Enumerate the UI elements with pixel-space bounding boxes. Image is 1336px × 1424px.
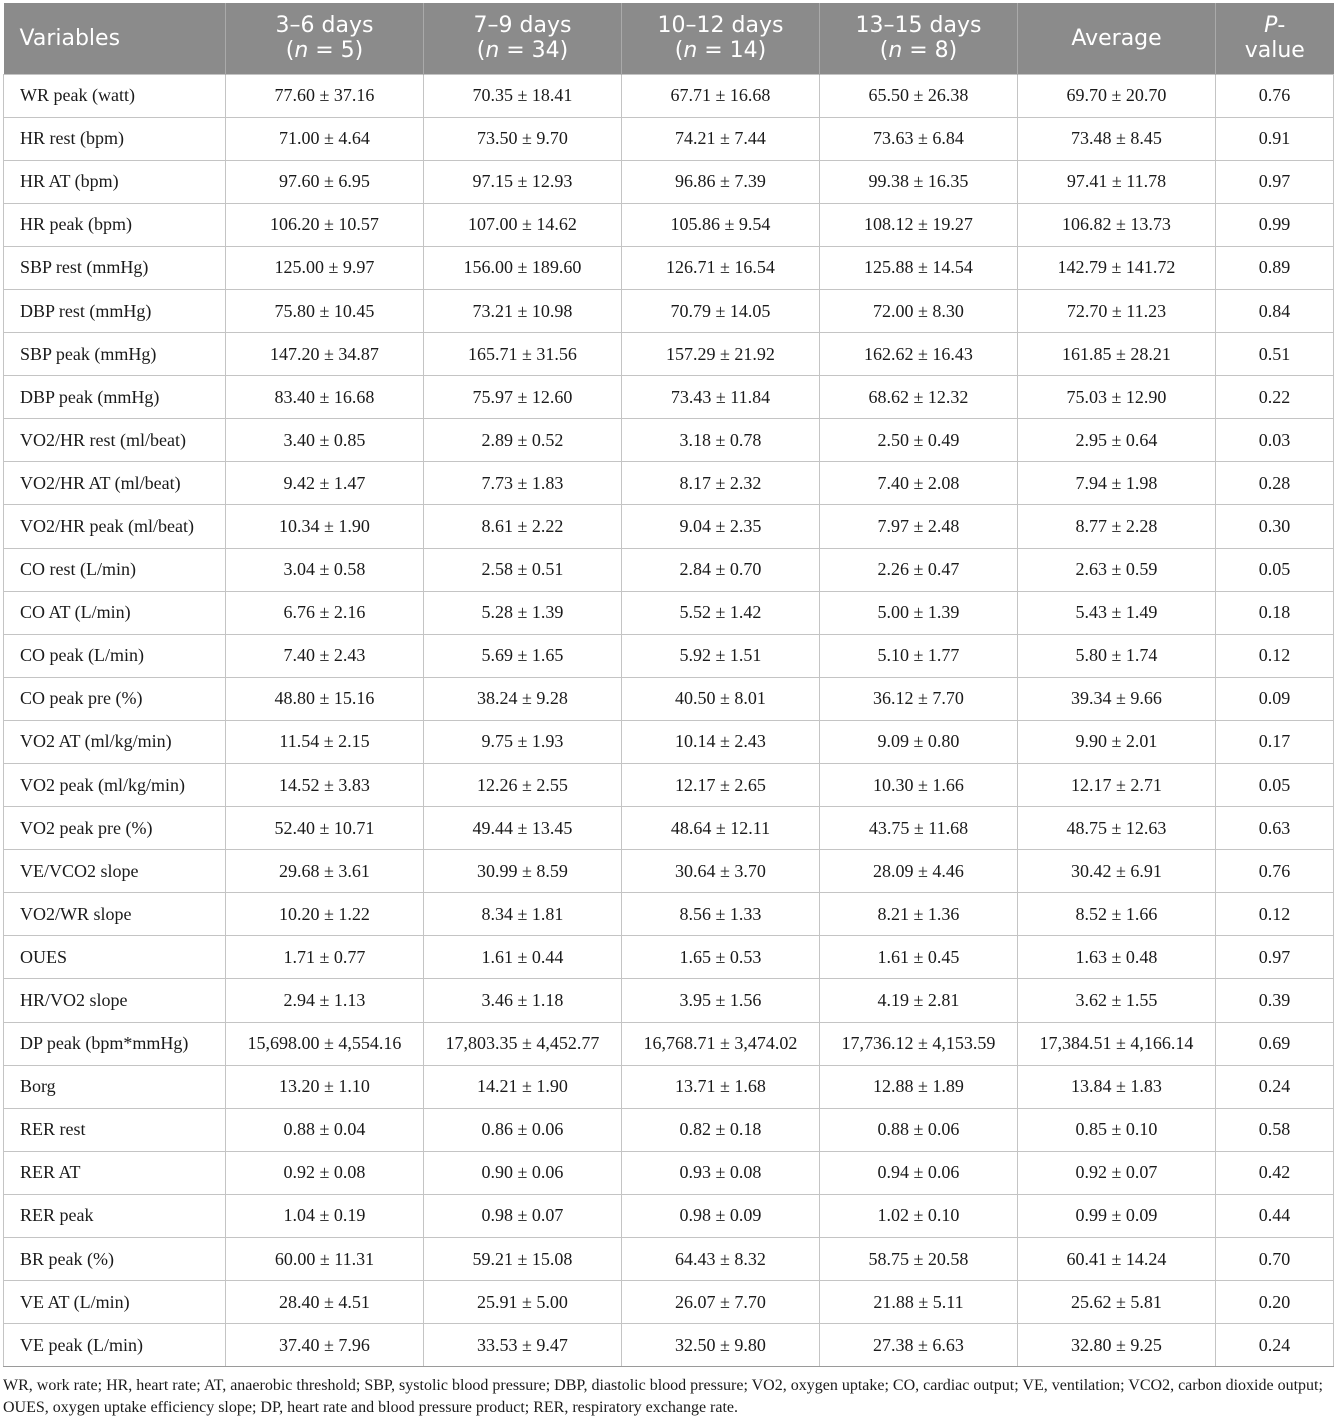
table-row bbox=[4, 333, 1334, 376]
value-cell: 52.40 ± 10.71 bbox=[226, 807, 424, 850]
value-cell: 5.92 ± 1.51 bbox=[622, 634, 820, 677]
value-cell: 27.38 ± 6.63 bbox=[820, 1324, 1018, 1367]
value-cell: 10.14 ± 2.43 bbox=[622, 720, 820, 763]
value-cell: 30.42 ± 6.91 bbox=[1018, 850, 1216, 893]
column-header-label: 3–6 days bbox=[275, 13, 374, 39]
value-cell: 69.70 ± 20.70 bbox=[1018, 74, 1216, 117]
value-cell: 25.62 ± 5.81 bbox=[1018, 1281, 1216, 1324]
table-row bbox=[4, 634, 1334, 677]
table-row bbox=[4, 203, 1334, 246]
value-cell: 75.97 ± 12.60 bbox=[424, 376, 622, 419]
value-cell: 73.43 ± 11.84 bbox=[622, 376, 820, 419]
value-cell: 96.86 ± 7.39 bbox=[622, 160, 820, 203]
table-row bbox=[4, 1151, 1334, 1194]
value-cell: 157.29 ± 21.92 bbox=[622, 333, 820, 376]
value-cell: 1.61 ± 0.44 bbox=[424, 936, 622, 979]
value-cell: 59.21 ± 15.08 bbox=[424, 1238, 622, 1281]
p-value-cell: 0.22 bbox=[1216, 376, 1334, 419]
column-header bbox=[226, 3, 424, 74]
p-value-cell: 0.20 bbox=[1216, 1281, 1334, 1324]
p-value-cell: 0.17 bbox=[1216, 720, 1334, 763]
value-cell: 99.38 ± 16.35 bbox=[820, 160, 1018, 203]
p-value-cell: 0.09 bbox=[1216, 677, 1334, 720]
variable-name-cell: HR AT (bpm) bbox=[4, 160, 226, 203]
p-value-cell: 0.18 bbox=[1216, 591, 1334, 634]
value-cell: 5.80 ± 1.74 bbox=[1018, 634, 1216, 677]
value-cell: 1.65 ± 0.53 bbox=[622, 936, 820, 979]
value-cell: 5.28 ± 1.39 bbox=[424, 591, 622, 634]
value-cell: 16,768.71 ± 3,474.02 bbox=[622, 1022, 820, 1065]
value-cell: 7.94 ± 1.98 bbox=[1018, 462, 1216, 505]
table-footnote: WR, work rate; HR, heart rate; AT, anaerobic threshold; SBP, systolic blood pressure; DBP, diastolic blood pressure; VO2, oxygen uptake; CO, cardiac output; VE, ventilation; VCO2, carbon dioxide output; OUES, oxygen uptake efficiency slope; DP, heart rate and blood pressure product; RER, respiratory exchange rate. bbox=[3, 1377, 1323, 1416]
table-row bbox=[4, 893, 1334, 936]
value-cell: 48.75 ± 12.63 bbox=[1018, 807, 1216, 850]
value-cell: 48.64 ± 12.11 bbox=[622, 807, 820, 850]
value-cell: 36.12 ± 7.70 bbox=[820, 677, 1018, 720]
p-value-cell: 0.58 bbox=[1216, 1108, 1334, 1151]
value-cell: 1.02 ± 0.10 bbox=[820, 1194, 1018, 1237]
value-cell: 10.34 ± 1.90 bbox=[226, 505, 424, 548]
table-row bbox=[4, 505, 1334, 548]
value-cell: 5.00 ± 1.39 bbox=[820, 591, 1018, 634]
variable-name-cell: RER AT bbox=[4, 1151, 226, 1194]
p-value-cell: 0.51 bbox=[1216, 333, 1334, 376]
value-cell: 11.54 ± 2.15 bbox=[226, 720, 424, 763]
value-cell: 0.88 ± 0.04 bbox=[226, 1108, 424, 1151]
table-row bbox=[4, 1065, 1334, 1108]
value-cell: 26.07 ± 7.70 bbox=[622, 1281, 820, 1324]
table-row bbox=[4, 246, 1334, 289]
variable-name-cell: CO peak pre (%) bbox=[4, 677, 226, 720]
p-value-cell: 0.39 bbox=[1216, 979, 1334, 1022]
table-row bbox=[4, 462, 1334, 505]
value-cell: 142.79 ± 141.72 bbox=[1018, 246, 1216, 289]
p-value-cell: 0.76 bbox=[1216, 850, 1334, 893]
table-row bbox=[4, 419, 1334, 462]
value-cell: 43.75 ± 11.68 bbox=[820, 807, 1018, 850]
value-cell: 0.94 ± 0.06 bbox=[820, 1151, 1018, 1194]
p-value-cell: 0.05 bbox=[1216, 764, 1334, 807]
value-cell: 2.50 ± 0.49 bbox=[820, 419, 1018, 462]
variable-name-cell: Borg bbox=[4, 1065, 226, 1108]
value-cell: 74.21 ± 7.44 bbox=[622, 117, 820, 160]
value-cell: 30.64 ± 3.70 bbox=[622, 850, 820, 893]
value-cell: 125.00 ± 9.97 bbox=[226, 246, 424, 289]
value-cell: 8.77 ± 2.28 bbox=[1018, 505, 1216, 548]
value-cell: 72.70 ± 11.23 bbox=[1018, 289, 1216, 332]
value-cell: 105.86 ± 9.54 bbox=[622, 203, 820, 246]
value-cell: 0.82 ± 0.18 bbox=[622, 1108, 820, 1151]
value-cell: 68.62 ± 12.32 bbox=[820, 376, 1018, 419]
p-value-cell: 0.24 bbox=[1216, 1324, 1334, 1367]
value-cell: 58.75 ± 20.58 bbox=[820, 1238, 1018, 1281]
table-row bbox=[4, 1281, 1334, 1324]
value-cell: 2.94 ± 1.13 bbox=[226, 979, 424, 1022]
value-cell: 2.26 ± 0.47 bbox=[820, 548, 1018, 591]
value-cell: 3.18 ± 0.78 bbox=[622, 419, 820, 462]
variable-name-cell: VE peak (L/min) bbox=[4, 1324, 226, 1367]
p-value-cell: 0.42 bbox=[1216, 1151, 1334, 1194]
column-header-label: 7–9 days bbox=[473, 13, 572, 39]
p-value-cell: 0.97 bbox=[1216, 160, 1334, 203]
value-cell: 1.61 ± 0.45 bbox=[820, 936, 1018, 979]
value-cell: 48.80 ± 15.16 bbox=[226, 677, 424, 720]
value-cell: 8.21 ± 1.36 bbox=[820, 893, 1018, 936]
variable-name-cell: HR/VO2 slope bbox=[4, 979, 226, 1022]
value-cell: 161.85 ± 28.21 bbox=[1018, 333, 1216, 376]
p-value-cell: 0.28 bbox=[1216, 462, 1334, 505]
variable-name-cell: VO2/HR rest (ml/beat) bbox=[4, 419, 226, 462]
value-cell: 71.00 ± 4.64 bbox=[226, 117, 424, 160]
column-header-sublabel: (n = 8) bbox=[879, 38, 958, 64]
p-value-cell: 0.70 bbox=[1216, 1238, 1334, 1281]
table-row bbox=[4, 289, 1334, 332]
table-row bbox=[4, 979, 1334, 1022]
column-header-sublabel: value bbox=[1244, 38, 1305, 64]
value-cell: 165.71 ± 31.56 bbox=[424, 333, 622, 376]
table-row bbox=[4, 677, 1334, 720]
value-cell: 2.89 ± 0.52 bbox=[424, 419, 622, 462]
p-value-cell: 0.84 bbox=[1216, 289, 1334, 332]
value-cell: 13.20 ± 1.10 bbox=[226, 1065, 424, 1108]
variable-name-cell: VE AT (L/min) bbox=[4, 1281, 226, 1324]
column-header-label: P- bbox=[1264, 13, 1286, 39]
value-cell: 9.42 ± 1.47 bbox=[226, 462, 424, 505]
value-cell: 5.69 ± 1.65 bbox=[424, 634, 622, 677]
value-cell: 17,803.35 ± 4,452.77 bbox=[424, 1022, 622, 1065]
value-cell: 0.99 ± 0.09 bbox=[1018, 1194, 1216, 1237]
value-cell: 7.73 ± 1.83 bbox=[424, 462, 622, 505]
value-cell: 10.30 ± 1.66 bbox=[820, 764, 1018, 807]
value-cell: 8.61 ± 2.22 bbox=[424, 505, 622, 548]
value-cell: 3.95 ± 1.56 bbox=[622, 979, 820, 1022]
table-row bbox=[4, 1194, 1334, 1237]
variable-name-cell: RER rest bbox=[4, 1108, 226, 1151]
column-header-sublabel: (n = 34) bbox=[476, 38, 569, 64]
value-cell: 12.17 ± 2.65 bbox=[622, 764, 820, 807]
value-cell: 75.80 ± 10.45 bbox=[226, 289, 424, 332]
column-header bbox=[820, 3, 1018, 74]
value-cell: 13.71 ± 1.68 bbox=[622, 1065, 820, 1108]
value-cell: 9.09 ± 0.80 bbox=[820, 720, 1018, 763]
value-cell: 97.60 ± 6.95 bbox=[226, 160, 424, 203]
value-cell: 17,736.12 ± 4,153.59 bbox=[820, 1022, 1018, 1065]
table-row bbox=[4, 591, 1334, 634]
value-cell: 75.03 ± 12.90 bbox=[1018, 376, 1216, 419]
column-header bbox=[622, 3, 820, 74]
value-cell: 70.79 ± 14.05 bbox=[622, 289, 820, 332]
value-cell: 73.50 ± 9.70 bbox=[424, 117, 622, 160]
value-cell: 108.12 ± 19.27 bbox=[820, 203, 1018, 246]
column-header-label: 13–15 days bbox=[855, 13, 982, 39]
value-cell: 32.80 ± 9.25 bbox=[1018, 1324, 1216, 1367]
variable-name-cell: VO2/HR peak (ml/beat) bbox=[4, 505, 226, 548]
value-cell: 8.34 ± 1.81 bbox=[424, 893, 622, 936]
value-cell: 97.15 ± 12.93 bbox=[424, 160, 622, 203]
value-cell: 60.41 ± 14.24 bbox=[1018, 1238, 1216, 1281]
value-cell: 72.00 ± 8.30 bbox=[820, 289, 1018, 332]
value-cell: 12.17 ± 2.71 bbox=[1018, 764, 1216, 807]
value-cell: 33.53 ± 9.47 bbox=[424, 1324, 622, 1367]
value-cell: 9.90 ± 2.01 bbox=[1018, 720, 1216, 763]
value-cell: 1.04 ± 0.19 bbox=[226, 1194, 424, 1237]
value-cell: 0.90 ± 0.06 bbox=[424, 1151, 622, 1194]
p-value-cell: 0.24 bbox=[1216, 1065, 1334, 1108]
value-cell: 32.50 ± 9.80 bbox=[622, 1324, 820, 1367]
variable-name-cell: SBP rest (mmHg) bbox=[4, 246, 226, 289]
value-cell: 156.00 ± 189.60 bbox=[424, 246, 622, 289]
table-row bbox=[4, 936, 1334, 979]
value-cell: 30.99 ± 8.59 bbox=[424, 850, 622, 893]
value-cell: 8.56 ± 1.33 bbox=[622, 893, 820, 936]
value-cell: 9.75 ± 1.93 bbox=[424, 720, 622, 763]
value-cell: 4.19 ± 2.81 bbox=[820, 979, 1018, 1022]
value-cell: 3.04 ± 0.58 bbox=[226, 548, 424, 591]
value-cell: 60.00 ± 11.31 bbox=[226, 1238, 424, 1281]
value-cell: 8.17 ± 2.32 bbox=[622, 462, 820, 505]
value-cell: 0.86 ± 0.06 bbox=[424, 1108, 622, 1151]
value-cell: 13.84 ± 1.83 bbox=[1018, 1065, 1216, 1108]
table-row bbox=[4, 720, 1334, 763]
value-cell: 5.52 ± 1.42 bbox=[622, 591, 820, 634]
value-cell: 107.00 ± 14.62 bbox=[424, 203, 622, 246]
value-cell: 6.76 ± 2.16 bbox=[226, 591, 424, 634]
column-header bbox=[1018, 3, 1216, 74]
table-row bbox=[4, 1022, 1334, 1065]
value-cell: 2.63 ± 0.59 bbox=[1018, 548, 1216, 591]
value-cell: 14.52 ± 3.83 bbox=[226, 764, 424, 807]
table-row bbox=[4, 1324, 1334, 1367]
value-cell: 10.20 ± 1.22 bbox=[226, 893, 424, 936]
value-cell: 15,698.00 ± 4,554.16 bbox=[226, 1022, 424, 1065]
value-cell: 25.91 ± 5.00 bbox=[424, 1281, 622, 1324]
variable-name-cell: OUES bbox=[4, 936, 226, 979]
value-cell: 70.35 ± 18.41 bbox=[424, 74, 622, 117]
value-cell: 3.62 ± 1.55 bbox=[1018, 979, 1216, 1022]
value-cell: 0.93 ± 0.08 bbox=[622, 1151, 820, 1194]
p-value-cell: 0.44 bbox=[1216, 1194, 1334, 1237]
table-row bbox=[4, 764, 1334, 807]
variable-name-cell: VO2 peak (ml/kg/min) bbox=[4, 764, 226, 807]
value-cell: 21.88 ± 5.11 bbox=[820, 1281, 1018, 1324]
variable-name-cell: DP peak (bpm*mmHg) bbox=[4, 1022, 226, 1065]
data-table bbox=[3, 3, 1334, 1367]
value-cell: 12.88 ± 1.89 bbox=[820, 1065, 1018, 1108]
p-value-cell: 0.76 bbox=[1216, 74, 1334, 117]
p-value-cell: 0.97 bbox=[1216, 936, 1334, 979]
variable-name-cell: SBP peak (mmHg) bbox=[4, 333, 226, 376]
value-cell: 97.41 ± 11.78 bbox=[1018, 160, 1216, 203]
value-cell: 0.92 ± 0.07 bbox=[1018, 1151, 1216, 1194]
value-cell: 5.10 ± 1.77 bbox=[820, 634, 1018, 677]
value-cell: 83.40 ± 16.68 bbox=[226, 376, 424, 419]
value-cell: 0.98 ± 0.09 bbox=[622, 1194, 820, 1237]
value-cell: 49.44 ± 13.45 bbox=[424, 807, 622, 850]
variable-name-cell: BR peak (%) bbox=[4, 1238, 226, 1281]
value-cell: 125.88 ± 14.54 bbox=[820, 246, 1018, 289]
table-row bbox=[4, 1238, 1334, 1281]
variable-name-cell: VE/VCO2 slope bbox=[4, 850, 226, 893]
value-cell: 39.34 ± 9.66 bbox=[1018, 677, 1216, 720]
value-cell: 28.40 ± 4.51 bbox=[226, 1281, 424, 1324]
value-cell: 17,384.51 ± 4,166.14 bbox=[1018, 1022, 1216, 1065]
variable-name-cell: DBP rest (mmHg) bbox=[4, 289, 226, 332]
value-cell: 64.43 ± 8.32 bbox=[622, 1238, 820, 1281]
table-row bbox=[4, 548, 1334, 591]
column-header bbox=[1216, 3, 1334, 74]
table-header-row bbox=[4, 3, 1334, 74]
variable-name-cell: CO AT (L/min) bbox=[4, 591, 226, 634]
variable-name-cell: VO2/HR AT (ml/beat) bbox=[4, 462, 226, 505]
p-value-cell: 0.91 bbox=[1216, 117, 1334, 160]
value-cell: 126.71 ± 16.54 bbox=[622, 246, 820, 289]
variable-name-cell: VO2 peak pre (%) bbox=[4, 807, 226, 850]
p-value-cell: 0.89 bbox=[1216, 246, 1334, 289]
value-cell: 73.48 ± 8.45 bbox=[1018, 117, 1216, 160]
p-value-cell: 0.12 bbox=[1216, 634, 1334, 677]
column-header-label: 10–12 days bbox=[657, 13, 784, 39]
value-cell: 1.71 ± 0.77 bbox=[226, 936, 424, 979]
table-body bbox=[4, 74, 1334, 1367]
p-value-cell: 0.12 bbox=[1216, 893, 1334, 936]
value-cell: 0.85 ± 0.10 bbox=[1018, 1108, 1216, 1151]
variable-name-cell: WR peak (watt) bbox=[4, 74, 226, 117]
value-cell: 106.82 ± 13.73 bbox=[1018, 203, 1216, 246]
table-row bbox=[4, 807, 1334, 850]
value-cell: 40.50 ± 8.01 bbox=[622, 677, 820, 720]
value-cell: 5.43 ± 1.49 bbox=[1018, 591, 1216, 634]
value-cell: 73.63 ± 6.84 bbox=[820, 117, 1018, 160]
value-cell: 65.50 ± 26.38 bbox=[820, 74, 1018, 117]
column-header-sublabel: (n = 5) bbox=[285, 38, 364, 64]
value-cell: 29.68 ± 3.61 bbox=[226, 850, 424, 893]
value-cell: 0.98 ± 0.07 bbox=[424, 1194, 622, 1237]
value-cell: 162.62 ± 16.43 bbox=[820, 333, 1018, 376]
value-cell: 9.04 ± 2.35 bbox=[622, 505, 820, 548]
value-cell: 3.46 ± 1.18 bbox=[424, 979, 622, 1022]
p-value-cell: 0.05 bbox=[1216, 548, 1334, 591]
value-cell: 147.20 ± 34.87 bbox=[226, 333, 424, 376]
p-value-cell: 0.30 bbox=[1216, 505, 1334, 548]
value-cell: 2.84 ± 0.70 bbox=[622, 548, 820, 591]
column-header-sublabel: (n = 14) bbox=[674, 38, 767, 64]
p-value-cell: 0.63 bbox=[1216, 807, 1334, 850]
variable-name-cell: HR peak (bpm) bbox=[4, 203, 226, 246]
column-header-label: Variables bbox=[19, 25, 121, 51]
table-row bbox=[4, 850, 1334, 893]
value-cell: 14.21 ± 1.90 bbox=[424, 1065, 622, 1108]
column-header bbox=[424, 3, 622, 74]
value-cell: 2.58 ± 0.51 bbox=[424, 548, 622, 591]
table-row bbox=[4, 376, 1334, 419]
value-cell: 37.40 ± 7.96 bbox=[226, 1324, 424, 1367]
value-cell: 12.26 ± 2.55 bbox=[424, 764, 622, 807]
value-cell: 0.92 ± 0.08 bbox=[226, 1151, 424, 1194]
table-row bbox=[4, 160, 1334, 203]
variable-name-cell: DBP peak (mmHg) bbox=[4, 376, 226, 419]
table-row bbox=[4, 74, 1334, 117]
value-cell: 1.63 ± 0.48 bbox=[1018, 936, 1216, 979]
value-cell: 3.40 ± 0.85 bbox=[226, 419, 424, 462]
variable-name-cell: CO rest (L/min) bbox=[4, 548, 226, 591]
p-value-cell: 0.69 bbox=[1216, 1022, 1334, 1065]
p-value-cell: 0.03 bbox=[1216, 419, 1334, 462]
column-header-label: Average bbox=[1071, 25, 1162, 51]
value-cell: 67.71 ± 16.68 bbox=[622, 74, 820, 117]
value-cell: 28.09 ± 4.46 bbox=[820, 850, 1018, 893]
value-cell: 7.97 ± 2.48 bbox=[820, 505, 1018, 548]
value-cell: 2.95 ± 0.64 bbox=[1018, 419, 1216, 462]
value-cell: 8.52 ± 1.66 bbox=[1018, 893, 1216, 936]
value-cell: 73.21 ± 10.98 bbox=[424, 289, 622, 332]
variable-name-cell: CO peak (L/min) bbox=[4, 634, 226, 677]
value-cell: 106.20 ± 10.57 bbox=[226, 203, 424, 246]
table-row bbox=[4, 1108, 1334, 1151]
value-cell: 7.40 ± 2.08 bbox=[820, 462, 1018, 505]
variable-name-cell: RER peak bbox=[4, 1194, 226, 1237]
table-row bbox=[4, 117, 1334, 160]
value-cell: 0.88 ± 0.06 bbox=[820, 1108, 1018, 1151]
value-cell: 77.60 ± 37.16 bbox=[226, 74, 424, 117]
variable-name-cell: VO2/WR slope bbox=[4, 893, 226, 936]
p-value-cell: 0.99 bbox=[1216, 203, 1334, 246]
column-header bbox=[4, 3, 226, 74]
variable-name-cell: HR rest (bpm) bbox=[4, 117, 226, 160]
value-cell: 38.24 ± 9.28 bbox=[424, 677, 622, 720]
value-cell: 7.40 ± 2.43 bbox=[226, 634, 424, 677]
variable-name-cell: VO2 AT (ml/kg/min) bbox=[4, 720, 226, 763]
